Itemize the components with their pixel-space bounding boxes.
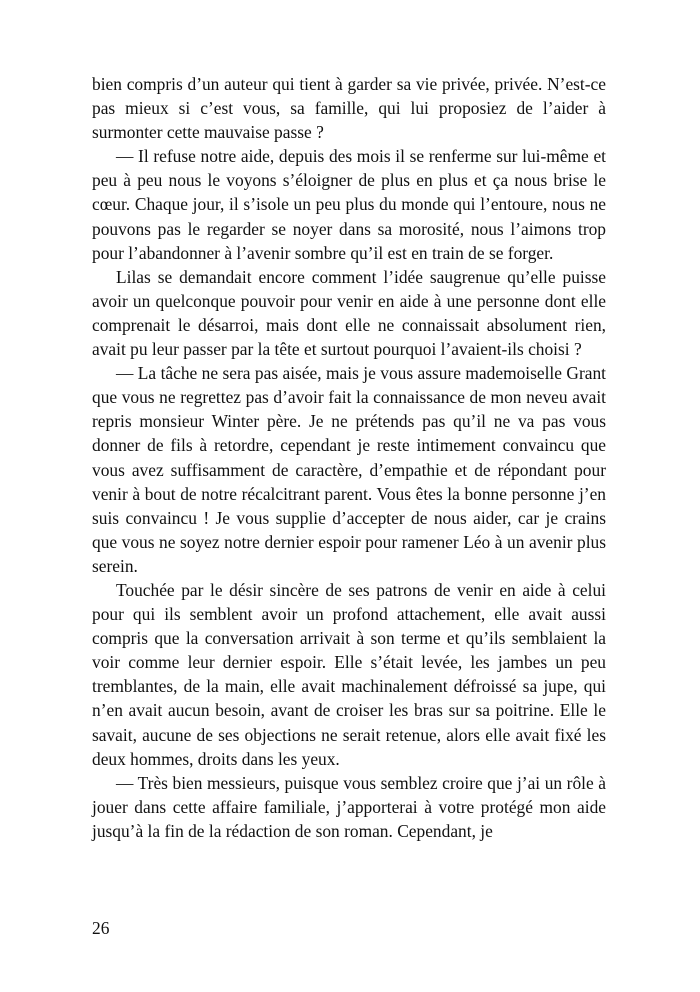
paragraph-1: bien compris d’un auteur qui tient à garder sa vie privée, privée. N’est-ce pas mieux si c’est vous, sa famille, qui lui proposiez de l’aider à surmonter cette mauvaise passe ?: [92, 74, 606, 143]
paragraph-6: — Très bien messieurs, puisque vous semblez croire que j’ai un rôle à jouer dans cette affaire familiale, j’apporterai à votre protégé mon aide jusqu’à la fin de la rédaction de son roman. Cependant, je: [92, 772, 606, 841]
paragraph-5: Touchée par le désir sincère de ses patrons de venir en aide à celui pour qui ils semblent avoir un profond attachement, elle avait aussi compris que la conversation arrivait à son terme et qu’ils semblaient la voir comme leur dernier espoir. Elle s’était levée, les jambes un peu tremblantes, de la main, elle avait machinalement défroissé sa jupe, qui n’en avait aucun besoin, avant de croiser les bras sur sa poitrine. Elle le savait, aucune de ses objections ne serait retenue, alors elle avait fixé les deux hommes, droits dans les yeux.: [92, 579, 606, 769]
page-number: 26: [92, 918, 110, 938]
paragraph-3: Lilas se demandait encore comment l’idée saugrenue qu’elle puisse avoir un quelconque pouvoir pour venir en aide à une personne dont elle comprenait le désarroi, mais dont elle ne connaissait absolument rien, avait pu leur passer par la tête et surtout pourquoi l’avaient-ils choisi ?: [92, 266, 606, 360]
paragraph-4: — La tâche ne sera pas aisée, mais je vous assure mademoiselle Grant que vous ne regrettez pas d’avoir fait la connaissance de mon neveu avait repris monsieur Winter père. Je ne prétends pas qu’il ne va pas vous donner de fils à retordre, cependant je reste intimement convaincu que vous avez suffisamment de caractère, d’empathie et de répondant pour venir à bout de notre récalcitrant parent. Vous êtes la bonne personne j’en suis convaincu ! Je vous supplie d’accepter de nous aider, car je crains que vous ne soyez notre dernier espoir pour ramener Léo à un avenir plus serein.: [92, 363, 606, 576]
page-body: [92, 72, 606, 843]
paragraph-2: — Il refuse notre aide, depuis des mois il se renferme sur lui-même et peu à peu nous le voyons s’éloigner de plus en plus et ça nous brise le cœur. Chaque jour, il s’isole un peu plus du monde qui l’entoure, nous ne pouvons pas le regarder se noyer dans sa morosité, nous l’aimons trop pour l’abandonner à l’avenir sombre qu’il est en train de se forger.: [92, 146, 606, 263]
